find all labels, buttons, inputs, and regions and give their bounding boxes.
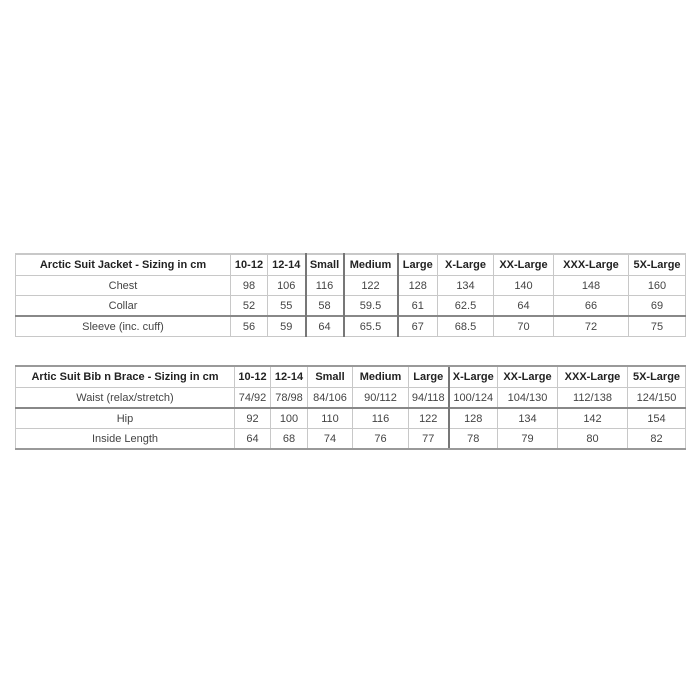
table-row	[16, 429, 686, 450]
bib-brace-sizing-table	[15, 365, 686, 450]
cell: 110	[308, 408, 353, 429]
cell: 92	[235, 408, 271, 429]
cell: 64	[494, 296, 554, 317]
row-label: Collar	[16, 296, 231, 317]
row-label: Hip	[16, 408, 235, 429]
column-header: Small	[306, 254, 344, 276]
column-header: 5X-Large	[628, 366, 686, 388]
cell: 128	[398, 276, 438, 296]
table-row	[16, 296, 686, 317]
cell: 79	[498, 429, 558, 450]
cell: 56	[231, 316, 268, 337]
cell: 74/92	[235, 388, 271, 409]
cell: 112/138	[558, 388, 628, 409]
table-row	[16, 276, 686, 296]
cell: 94/118	[409, 388, 449, 409]
table-title: Arctic Suit Jacket - Sizing in cm	[16, 254, 231, 276]
table-header-row	[16, 254, 686, 276]
cell: 69	[629, 296, 686, 317]
cell: 154	[628, 408, 686, 429]
cell: 76	[353, 429, 409, 450]
cell: 59	[268, 316, 306, 337]
cell: 77	[409, 429, 449, 450]
table-header-row	[16, 366, 686, 388]
row-label: Inside Length	[16, 429, 235, 450]
cell: 66	[554, 296, 629, 317]
table-title: Artic Suit Bib n Brace - Sizing in cm	[16, 366, 235, 388]
cell: 74	[308, 429, 353, 450]
cell: 104/130	[498, 388, 558, 409]
cell: 160	[629, 276, 686, 296]
cell: 140	[494, 276, 554, 296]
column-header: Large	[398, 254, 438, 276]
cell: 122	[344, 276, 398, 296]
cell: 80	[558, 429, 628, 450]
cell: 100/124	[449, 388, 498, 409]
row-label: Chest	[16, 276, 231, 296]
table-row	[16, 388, 686, 409]
column-header: X-Large	[438, 254, 494, 276]
cell: 61	[398, 296, 438, 317]
cell: 78	[449, 429, 498, 450]
row-label: Waist (relax/stretch)	[16, 388, 235, 409]
column-header: XXX-Large	[554, 254, 629, 276]
cell: 67	[398, 316, 438, 337]
cell: 70	[494, 316, 554, 337]
row-label: Sleeve (inc. cuff)	[16, 316, 231, 337]
table-row	[16, 316, 686, 337]
cell: 52	[231, 296, 268, 317]
cell: 134	[498, 408, 558, 429]
cell: 75	[629, 316, 686, 337]
cell: 59.5	[344, 296, 398, 317]
column-header: XX-Large	[498, 366, 558, 388]
column-header: Large	[409, 366, 449, 388]
jacket-sizing-table	[15, 253, 686, 337]
cell: 68	[271, 429, 308, 450]
column-header: 5X-Large	[629, 254, 686, 276]
cell: 148	[554, 276, 629, 296]
cell: 55	[268, 296, 306, 317]
cell: 72	[554, 316, 629, 337]
column-header: 12-14	[271, 366, 308, 388]
cell: 68.5	[438, 316, 494, 337]
cell: 64	[306, 316, 344, 337]
cell: 116	[306, 276, 344, 296]
column-header: Medium	[353, 366, 409, 388]
cell: 64	[235, 429, 271, 450]
cell: 82	[628, 429, 686, 450]
column-header: X-Large	[449, 366, 498, 388]
cell: 106	[268, 276, 306, 296]
table-row	[16, 408, 686, 429]
cell: 142	[558, 408, 628, 429]
cell: 84/106	[308, 388, 353, 409]
cell: 134	[438, 276, 494, 296]
cell: 98	[231, 276, 268, 296]
cell: 90/112	[353, 388, 409, 409]
cell: 62.5	[438, 296, 494, 317]
column-header: 12-14	[268, 254, 306, 276]
column-header: 10-12	[231, 254, 268, 276]
cell: 78/98	[271, 388, 308, 409]
cell: 65.5	[344, 316, 398, 337]
cell: 124/150	[628, 388, 686, 409]
column-header: 10-12	[235, 366, 271, 388]
column-header: Medium	[344, 254, 398, 276]
column-header: XXX-Large	[558, 366, 628, 388]
cell: 122	[409, 408, 449, 429]
cell: 58	[306, 296, 344, 317]
cell: 100	[271, 408, 308, 429]
cell: 128	[449, 408, 498, 429]
column-header: Small	[308, 366, 353, 388]
column-header: XX-Large	[494, 254, 554, 276]
cell: 116	[353, 408, 409, 429]
